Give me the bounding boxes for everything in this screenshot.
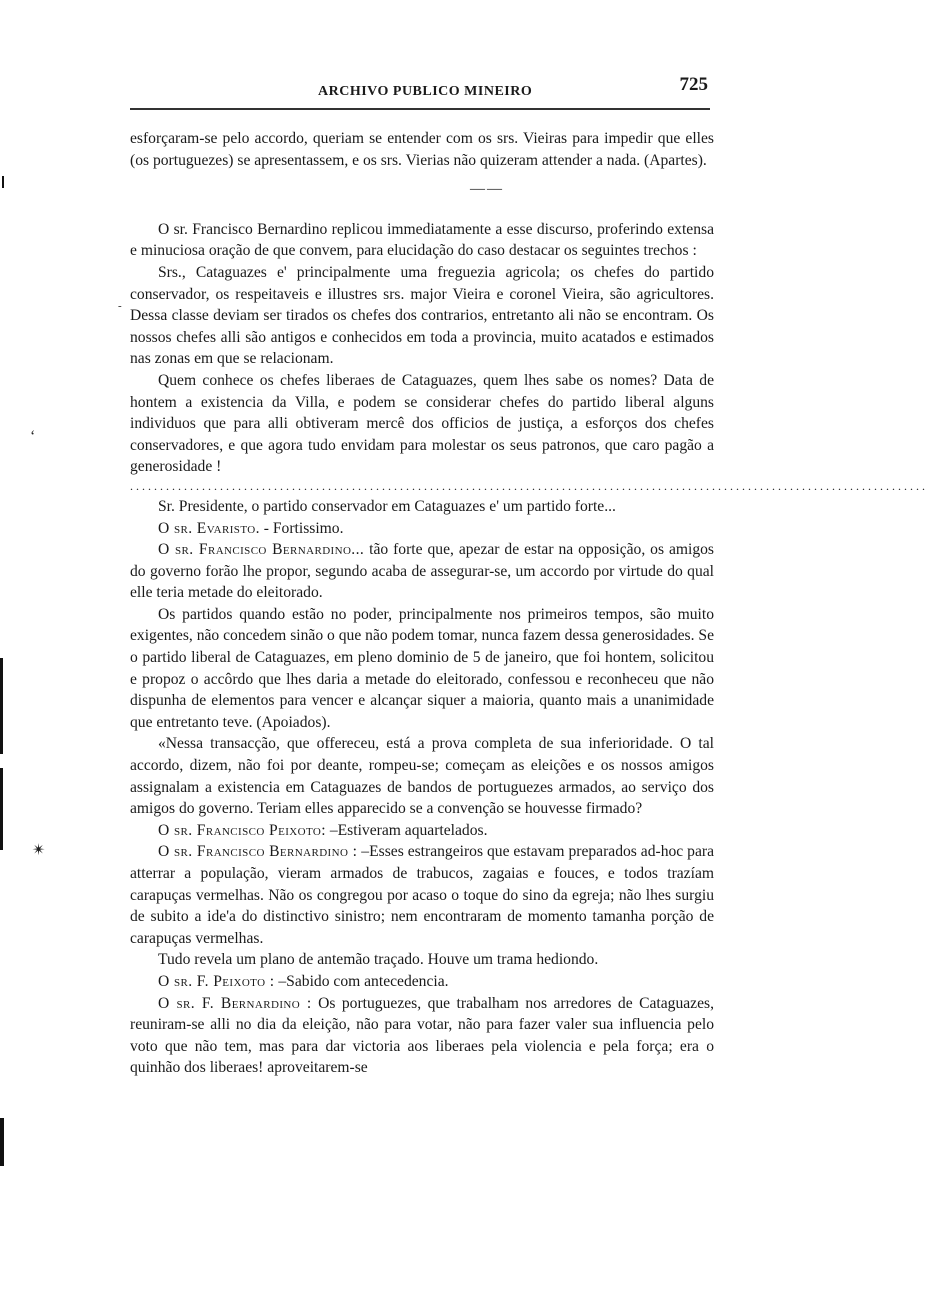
- running-head: [130, 74, 710, 108]
- speech-text: –Estiveram aquartelados.: [325, 821, 488, 839]
- speech-text: –Sabido com antecedencia.: [274, 972, 449, 990]
- paragraph: Sr. Presidente, o partido conservador em Cataguazes e' um partido forte...: [158, 497, 616, 515]
- paragraph: esforçaram-se pelo accordo, queriam se entender com os srs. Vieiras para impedir que elles (os portuguezes) se apresentassem, e os srs. Vierias não quizeram attender a nada. (Apartes).: [130, 130, 714, 169]
- header-rule: [130, 108, 710, 110]
- speech-paragraph: [130, 841, 714, 949]
- speaker-name: O sr. Francisco Bernardino...: [158, 541, 365, 559]
- dotted-ellipsis-line: .....................................................................................................................................: [130, 478, 928, 493]
- paragraph: Quem conhece os chefes liberaes de Cataguazes, quem lhes sabe os nomes? Data de hontem a existencia da Villa, e podem se considerar chefes do partido liberal alguns individuos que para alli obtiveram mercê dos officios de justiça, a esforços dos chefes conservadores, e que agora tudo envidam para molestar os seus patronos, que caro pagão a generosidade !: [130, 371, 714, 476]
- speaker-name: O sr. Francisco Peixoto:: [158, 821, 326, 839]
- speech-paragraph: [130, 518, 714, 540]
- paragraph: Os partidos quando estão no poder, principalmente nos primeiros tempos, são muito exigentes, não concedem sinão o que não podem tomar, nunca fazem dessa generosidades. Se o partido liberal de Cataguazes, em pleno dominio de 5 de janeiro, que foi hontem, solicitou e propoz o accôrdo que lhes daria a metade do eleitorado, confessou e reconheceu que não dispunha de elementos para vencer e alcançar siquer a maioria, quanto mais a unanimidade que entretanto teve. (Apoiados).: [130, 605, 714, 731]
- speech-paragraph: [130, 820, 714, 842]
- margin-scan-mark: [0, 1118, 4, 1166]
- speaker-name: O sr. F. Bernardino :: [158, 994, 312, 1012]
- body-text: [130, 128, 928, 1079]
- speech-text: - Fortissimo.: [259, 519, 344, 537]
- margin-pencil-tick: -: [118, 300, 122, 312]
- running-title: ARCHIVO PUBLICO MINEIRO: [318, 84, 533, 99]
- margin-scan-mark: [0, 658, 3, 754]
- speaker-name: O sr. Francisco Bernardino :: [158, 843, 358, 861]
- margin-scan-mark: [2, 176, 4, 188]
- paragraph: Tudo revela um plano de antemão traçado. Houve um trama hediondo.: [158, 951, 599, 969]
- speech-text: tão forte que, apezar de estar na opposição, os amigos do governo forão lhe propor, segundo acaba de assegurar-se, um accordo por virtude do qual elle teria metade do eleitorado.: [130, 541, 715, 602]
- margin-pencil-tick: ‘: [30, 428, 36, 445]
- margin-scan-mark: [0, 768, 3, 850]
- page-number: 725: [679, 74, 708, 95]
- speech-paragraph: [130, 993, 714, 1079]
- speech-text: Os portuguezes, que trabalham nos arredores de Cataguazes, reuniram-se alli no dia da eleição, não para votar, não para fazer valer sua influencia pelo voto que não tem, mas para dar victoria aos liberaes pela violencia e pela força; era o quinhão dos liberaes! aproveitarem-se: [130, 994, 714, 1077]
- speaker-name: O sr. Evaristo.: [158, 519, 260, 537]
- margin-pencil-tick: ✴: [32, 842, 46, 859]
- paragraph: «Nessa transacção, que offereceu, está a prova completa de sua inferioridade. O tal accordo, dizem, não foi por deante, rompeu-se; começam as eleições e os nossos amigos assignalam a existencia em Cataguazes de bandos de portuguezes armados, ao serviço dos amigos do governo. Teriam elles apparecido se a convenção se houvesse firmado?: [130, 735, 714, 818]
- paragraph: O sr. Francisco Bernardino replicou immediatamente a esse discurso, proferindo extensa e minuciosa oração de que convem, para elucidação do caso destacar os seguintes trechos :: [130, 220, 714, 260]
- paragraph: Srs., Cataguazes e' principalmente uma freguezia agricola; os chefes do partido conservador, os respeitaveis e illustres srs. major Vieira e coronel Vieira, são agricultores. Dessa classe deviam ser tirados os chefes dos contrarios, entretanto ali não se encontram. Os nossos chefes alli são antigos e conhecidos em toda a provincia, muito acatados e estimados nas zonas em que se relacionam.: [130, 263, 714, 368]
- speech-paragraph: [130, 971, 714, 993]
- speech-paragraph: [130, 539, 714, 604]
- section-separator: ——: [470, 181, 504, 198]
- speaker-name: O sr. F. Peixoto :: [158, 972, 275, 990]
- speech-text: –Esses estrangeiros que estavam preparados ad-hoc para atterrar a população, vieram armados de trabucos, zagaias e fouces, e todos trazíam carapuças vermelhas. Não os congregou por acaso o toque do sino da egreja; não lhes surgiu de subito a ide'a do distinctivo sinistro; nem encontraram de momento tamanha porção de carapuças vermelhas.: [130, 843, 714, 947]
